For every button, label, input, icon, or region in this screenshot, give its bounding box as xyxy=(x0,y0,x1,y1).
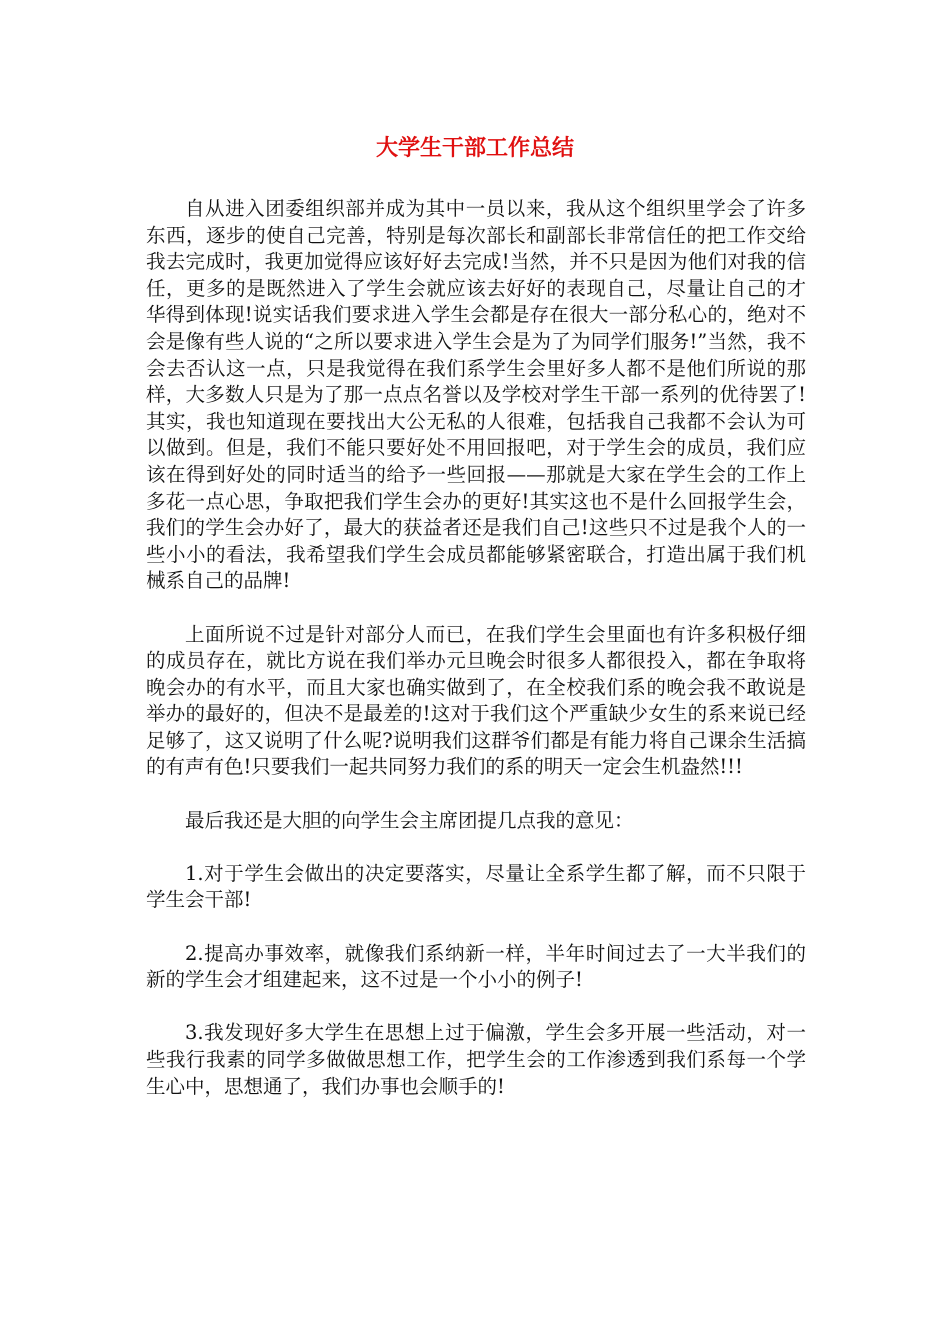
paragraph-3: 最后我还是大胆的向学生会主席团提几点我的意见： xyxy=(185,808,634,832)
document-title: 大学生干部工作总结 xyxy=(375,136,574,161)
paragraph-1: 自从进入团委组织部并成为其中一员以来，我从这个组织里学会了许多东西，逐步的使自己完善，特别是每次部长和副部长非常信任的把工作交给我去完成时，我更加觉得应该好好去完成!当然，并不只是因为他们对我的信任，更多的是既然进入了学生会就应该去好好的表现自己，尽量让自己的才华得到体现!说实话我们要求进入学生会都是存在很大一部分私心的，绝对不会是像有些人说的“之所以要求进入学生会是为了为同学们服务!”当然，我不会去否认这一点，只是我觉得在我们系学生会里好多人都不是他们所说的那样，大多数人只是为了那一点点名誉以及学校对学生干部一系列的优待罢了!其实，我也知道现在要找出大公无私的人很难，包括我自己我都不会认为可以做到。但是，我们不能只要好处不用回报吧，对于学生会的成员，我们应该在得到好处的同时适当的给予一些回报——那就是大家在学生会的工作上多花一点心思，争取把我们学生会办的更好!其实这也不是什么回报学生会，我们的学生会办好了，最大的获益者还是我们自己!这些只不过是我个人的一些小小的看法，我希望我们学生会成员都能够紧密联合，打造出属于我们机械系自己的品牌! xyxy=(146,197,806,593)
list-item-3: 3.我发现好多大学生在思想上过于偏激，学生会多开展一些活动，对一些我行我素的同学多做做思想工作，把学生会的工作渗透到我们系每一个学生心中，思想通了，我们办事也会顺手的! xyxy=(146,1021,806,1098)
document-body xyxy=(146,196,806,1127)
list-item-2: 2.提高办事效率，就像我们系纳新一样，半年时间过去了一大半我们的新的学生会才组建起来，这不过是一个小小的例子! xyxy=(146,941,806,992)
paragraph-2: 上面所说不过是针对部分人而已，在我们学生会里面也有许多积极仔细的成员存在，就比方说在我们举办元旦晚会时很多人都很投入，都在争取将晚会办的有水平，而且大家也确实做到了，在全校我们系的晚会我不敢说是举办的最好的，但决不是最差的!这对于我们这个严重缺少女生的系来说已经足够了，这又说明了什么呢?说明我们这群爷们都是有能力将自己课余生活搞的有声有色!只要我们一起共同努力我们的系的明天一定会生机盎然!!! xyxy=(146,622,806,779)
list-item-1: 1.对于学生会做出的决定要落实，尽量让全系学生都了解，而不只限于学生会干部! xyxy=(146,861,806,912)
